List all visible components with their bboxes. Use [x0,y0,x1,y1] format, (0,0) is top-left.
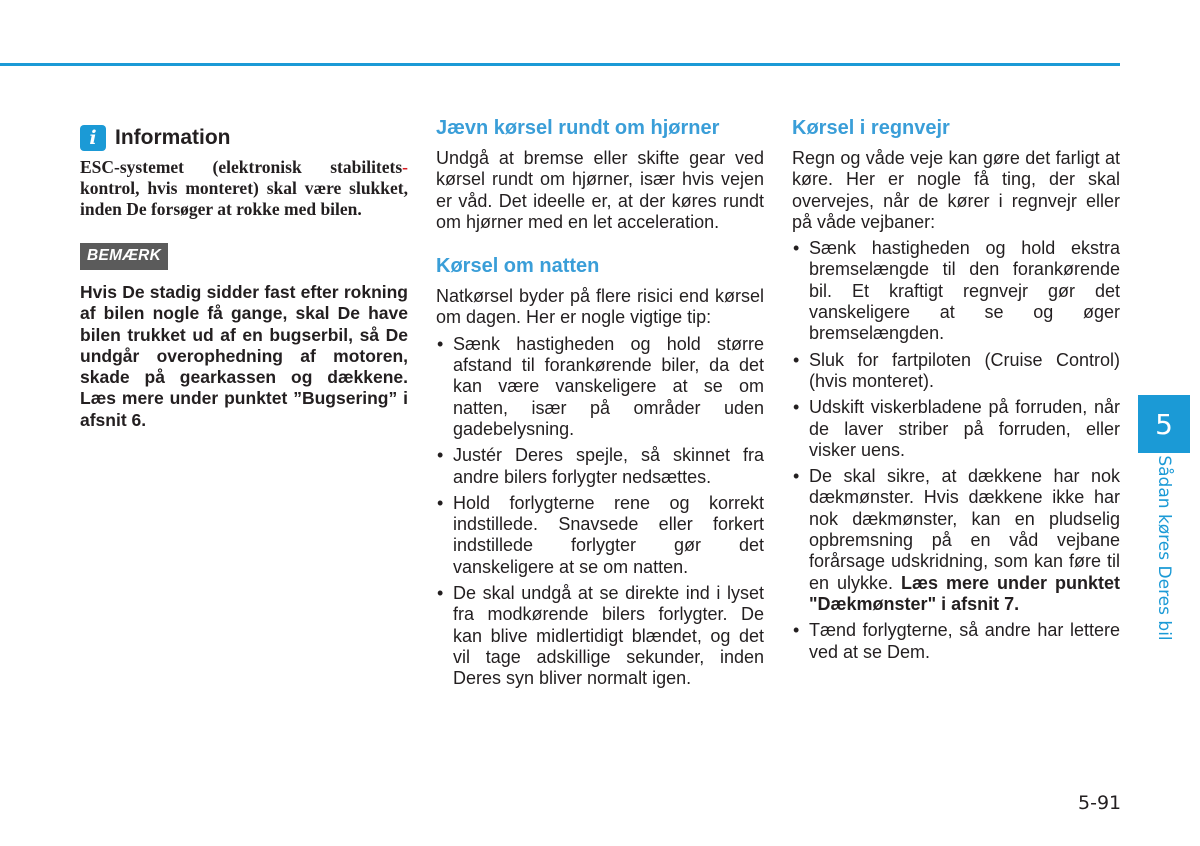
bullet-icon: • [793,397,800,418]
heading-corners: Jævn kørsel rundt om hjørner [436,117,720,139]
chapter-title: Sådan køres Deres bil [1154,455,1174,641]
heading-night: Kørsel om natten [436,255,600,278]
bullet-icon: • [437,333,444,354]
bullet-icon: • [793,238,800,259]
column-left [80,116,408,431]
heading-rain: Kørsel i regnvejr [792,117,950,139]
list-item: • De skal undgå at se direkte ind i lyset fra modkørende bilers forlygter. De kan blive midlertidigt blændet, og det vil tage adskillige sekunder, inden Deres syn bliver normalt igen. [437,583,764,689]
list-item: • Sænk hastigheden og hold større afstand til forankørende biler, da det kan være vanskeligere at se om natten, især på områder uden gadebelysning. [437,333,764,439]
column-right [792,116,1120,668]
list-item: • Udskift viskerbladene på forruden, når de laver striber på forruden, eller visker uens. [793,397,1120,460]
bullet-icon: • [793,349,800,370]
list-item: • Justér Deres spejle, så skinnet fra andre bilers forlygter nedsættes. [437,445,764,487]
info-text [80,157,408,220]
column-middle [436,116,764,695]
bullet-icon: • [793,620,800,641]
list-item: • Hold forlygterne rene og korrekt indstillede. Snavsede eller forkert indstillede forlygter gør det vanskeligere at se om natten. [437,492,764,577]
rain-intro: Regn og våde veje kan gøre det farligt at køre. Her er nogle få ting, der skal overvejes, når de kører i regnvejr eller på våde vejbaner: [792,148,1120,232]
corners-text: Undgå at bremse eller skifte gear ved kørsel rundt om hjørner, især hvis vejen er våd. Det ideelle er, at der køres rundt om hjørner med en let acceleration. [436,148,764,232]
note-badge: BEMÆRK [80,243,168,270]
bullet-icon: • [437,583,444,604]
bullet-icon: • [437,445,444,466]
night-bullet-list [436,334,764,690]
info-text-rest: kontrol, hvis monteret) skal være slukket, inden De forsøger at rokke med bilen. [80,178,408,219]
list-item: • Sænk hastigheden og hold ekstra bremselængde til den forankørende bil. Et kraftigt regnvejr gør det vanskeligere at se og øger bremselængden. [793,238,1120,344]
info-header [80,125,408,151]
bullet-icon: • [793,466,800,487]
list-item: • Sluk for fartpiloten (Cruise Control) (hvis monteret). [793,349,1120,391]
info-text-hyphen: - [402,157,408,177]
info-title: Information [115,126,231,149]
cross-reference: Læs mere under punktet "Dækmønster" i afsnit 7. [809,572,1120,614]
list-item: • Tænd forlygterne, så andre har lettere ved at se Dem. [793,620,1120,662]
page-number: 5-91 [1078,792,1122,814]
info-text-main: ESC-systemet (elektronisk stabilitets [80,157,403,177]
night-intro: Natkørsel byder på flere risici end kørsel om dagen. Her er nogle vigtige tip: [436,286,764,328]
info-icon: i [80,125,106,151]
rain-bullet-list [792,238,1120,663]
list-item: • De skal sikre, at dækkene har nok dækmønster. Hvis dækkene ikke har nok dækmønster, kan en pludselig opbremsning på en våd vejbane forårsage udskridning, som kan føre til en ulykke. Læs mere under punktet "Dækmønster" i afsnit 7. [793,466,1120,614]
note-text: Hvis De stadig sidder fast efter rokning af bilen nogle få gange, skal De have bilen trukket ud af en bugserbil, så De undgår overophedning af motoren, skade på gearkassen og dækkene. Læs mere under punktet ”Bugsering” i afsnit 6. [80,282,408,430]
top-rule [0,63,1120,66]
chapter-tab: 5 [1138,395,1190,453]
bullet-icon: • [437,492,444,513]
